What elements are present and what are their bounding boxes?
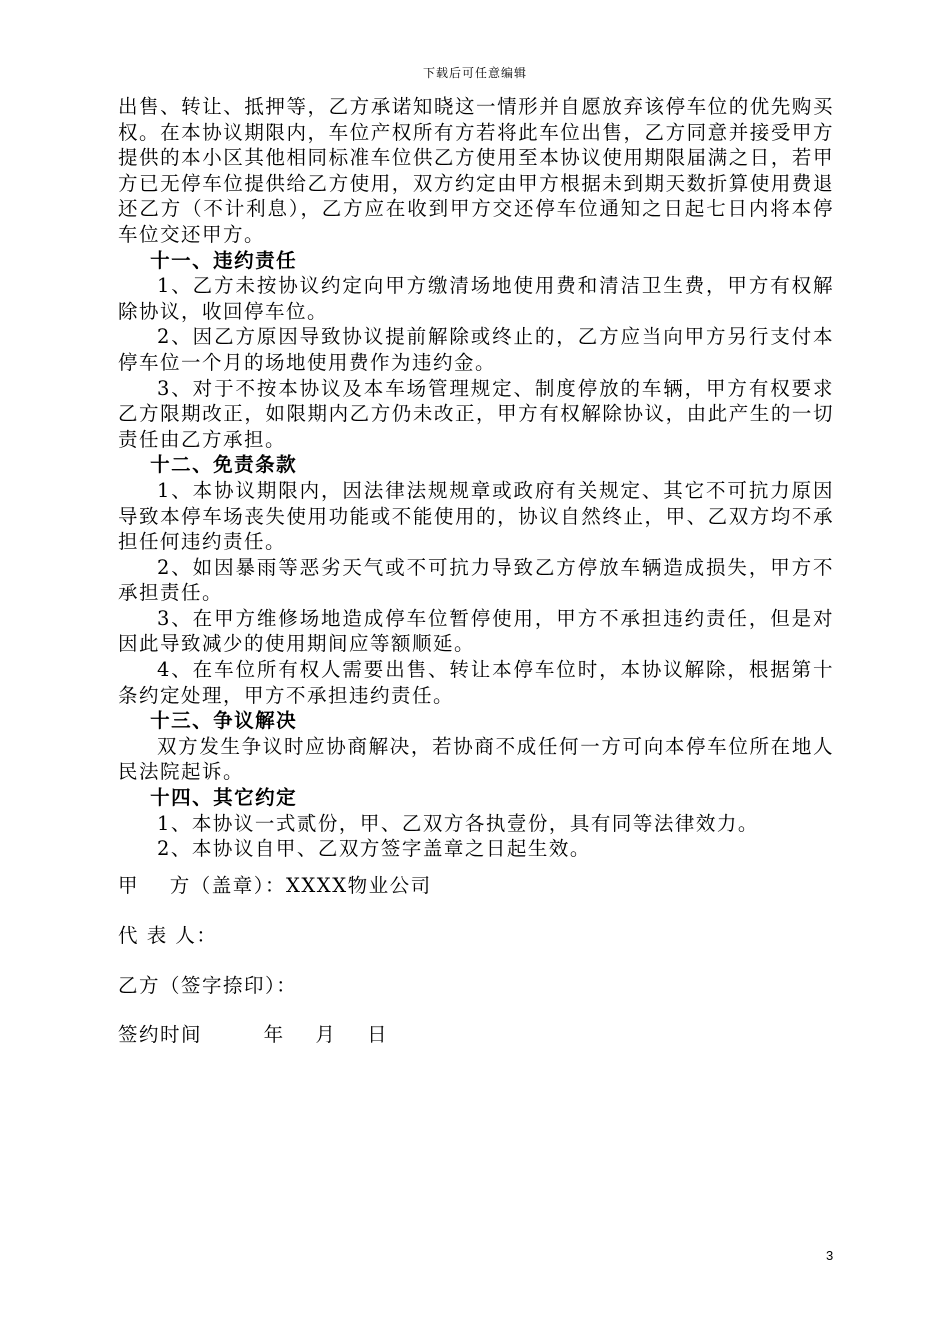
section-heading-13: 十三、争议解决 <box>150 709 298 733</box>
clause-11-1: 1、乙方未按协议约定向甲方缴清场地使用费和清洁卫生费，甲方有权解除协议，收回停车位。 <box>118 274 834 323</box>
section-heading-11: 十一、违约责任 <box>150 248 298 272</box>
clause-12-2: 2、如因暴雨等恶劣天气或不可抗力导致乙方停放车辆造成损失，甲方不承担责任。 <box>118 555 834 605</box>
document-body <box>118 94 834 862</box>
section-heading-12: 十二、免责条款 <box>150 453 298 477</box>
clause-12-4: 4、在车位所有权人需要出售、转让本停车位时，本协议解除，根据第十条约定处理，甲方不承担违约责任。 <box>118 658 834 707</box>
signature-representative: 代 表 人： <box>118 924 218 947</box>
page-number: 3 <box>826 1248 834 1263</box>
clause-14-2: 2、本协议自甲、乙双方签字盖章之日起生效。 <box>157 837 591 861</box>
clause-12-1: 1、本协议期限内，因法律法规规章或政府有关规定、其它不可抗力原因导致本停车场丧失使用功能或不能使用的，协议自然终止，甲、乙双方均不承担任何违约责任。 <box>118 478 834 554</box>
clause-11-2: 2、因乙方原因导致协议提前解除或终止的，乙方应当向甲方另行支付本停车位一个月的场地使用费作为违约金。 <box>118 325 834 374</box>
signature-date: 签约时间 年 月 日 <box>118 1023 389 1046</box>
section-heading-14: 十四、其它约定 <box>150 786 298 810</box>
clause-11-3: 3、对于不按本协议及本车场管理规定、制度停放的车辆，甲方有权要求乙方限期改正，如限期内乙方仍未改正，甲方有权解除协议，由此产生的一切责任由乙方承担。 <box>118 376 834 451</box>
clause-12-3: 3、在甲方维修场地造成停车位暂停使用，甲方不承担违约责任，但是对因此导致减少的使用期间应等额顺延。 <box>118 606 834 656</box>
paragraph-continuation: 出售、转让、抵押等，乙方承诺知晓这一情形并自愿放弃该停车位的优先购买权。在本协议期限内，车位产权所有方若将此车位出售，乙方同意并接受甲方提供的本小区其他相同标准车位供乙方使用至本协议使用期限届满之日，若甲方已无停车位提供给乙方使用，双方约定由甲方根据未到期天数折算使用费退还乙方（不计利息），乙方应在收到甲方交还停车位通知之日起七日内将本停车位交还甲方。 <box>118 95 834 246</box>
clause-13: 双方发生争议时应协商解决，若协商不成任何一方可向本停车位所在地人民法院起诉。 <box>118 734 834 784</box>
signature-party-b: 乙方（签字捺印）： <box>118 974 298 997</box>
clause-14-1: 1、本协议一式贰份，甲、乙双方各执壹份，具有同等法律效力。 <box>157 811 759 835</box>
signature-party-a: 甲 方（盖章）：XXXX物业公司 <box>118 874 432 897</box>
page-header: 下载后可任意编辑 <box>422 66 527 80</box>
